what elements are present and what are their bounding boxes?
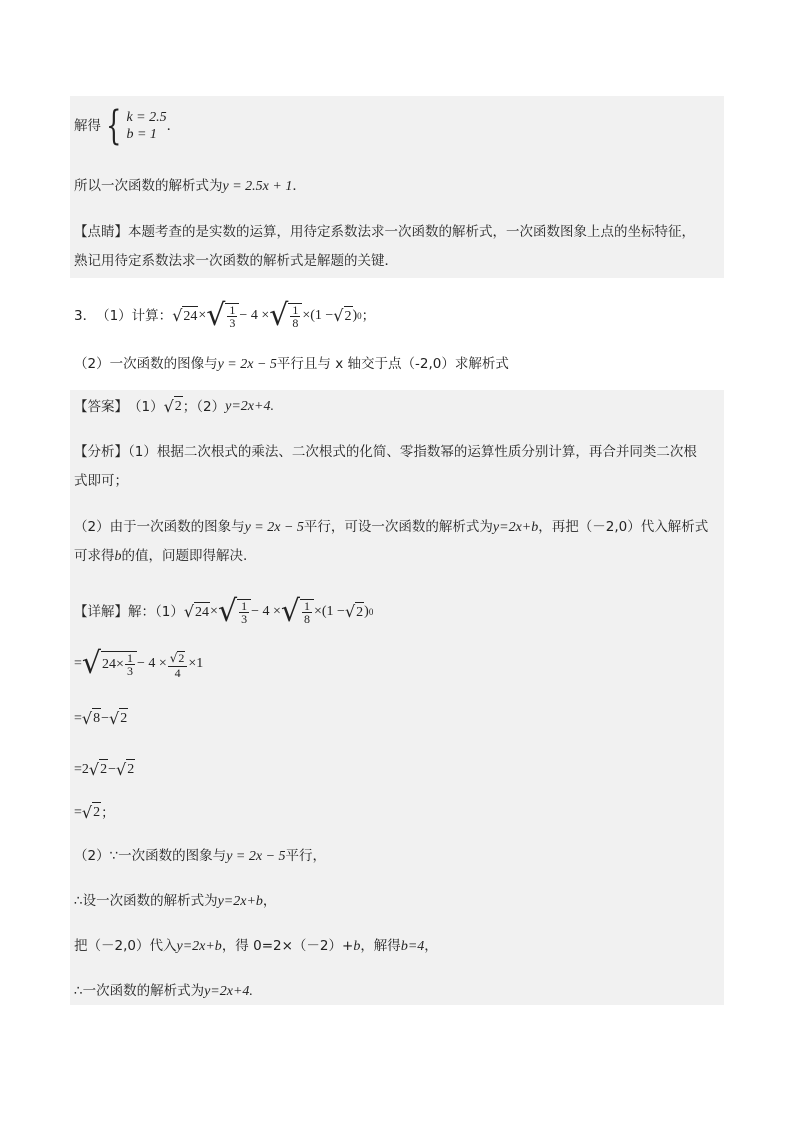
minus-four: − 4 × [239,308,270,323]
text: 平行，可设一次函数的解析式为 [303,519,493,535]
text: ，解得 [360,938,401,954]
result-line [74,176,306,197]
equals: = [74,761,82,777]
question-number: 3． [74,308,97,324]
text: ， [424,938,438,954]
note-line-2 [74,251,398,271]
sqrt-2: √ 2 [344,602,364,621]
paren-open: ×(1 − [302,308,334,323]
answer-line [74,396,274,417]
solution-line [74,104,180,148]
note-line-1 [74,222,695,242]
minus: − [101,710,110,726]
minus-four: − 4 × [136,656,167,671]
step-3 [74,759,135,780]
text: （2）由于一次函数的图象与 [74,519,245,535]
general-expr: y=2x+b [176,939,222,954]
line-expr: y = 2x − 5 [244,520,304,535]
text: （2）∵一次函数的图象与 [74,848,227,864]
sqrt-one-eighth: √ $\frac{1}{8}$ [269,301,302,331]
var-b: b [114,549,122,564]
text: （1）根据二次根式的乘法、二次根式的化简、零指数幂的运算性质分别计算，再合并同类二次根 [128,444,697,460]
text: ，再把（－2,0）代入解析式 [538,519,709,535]
times-one: ×1 [188,656,204,671]
step-1 [74,644,203,684]
sqrt-8: √ 8 [81,708,101,728]
text: ，得 0=2×（－2）+ [221,938,354,954]
note-tag: 【点睛】 [74,224,128,240]
exponent-zero: 0 [368,607,374,617]
general-expr: y=2x+b [492,520,539,535]
analysis-line-1 [74,442,697,462]
answer-tag: 【答案】 [74,398,128,415]
sqrt-2: √ 2 [116,759,135,779]
part2-line-4 [74,981,253,1002]
step-2 [74,708,128,729]
equation-system [101,103,167,149]
part2-line-3 [74,936,438,957]
sqrt-product: √ 24 × $\frac{1}{3}$ [82,649,137,679]
sqrt-2: √ 2 [333,306,352,325]
analysis-line-3 [74,517,708,538]
part2-line-2 [74,891,276,912]
shade-2 [70,390,724,1005]
note-text-2: 熟记用待定系数法求一次函数的解析式是解题的关键． [74,253,398,269]
text: ， [262,893,277,909]
sqrt-one-third: √ $\frac{1}{3}$ [218,597,251,627]
coefficient: 2 [81,761,89,777]
sqrt-24: √ 24 [183,602,210,621]
question-3-part1 [74,296,375,336]
equals: = [74,804,82,820]
detail-tag: 【详解】 [74,604,128,620]
paren-close: ) [352,308,358,323]
equals: = [74,710,82,726]
sqrt-one-third: √ $\frac{1}{3}$ [206,301,239,331]
semicolon: ； [361,308,376,324]
times: × [198,308,207,323]
text: 式即可； [74,473,128,489]
result-text: 所以一次函数的解析式为 [74,178,223,194]
paren-close: ) [364,604,369,619]
text: ∴设一次函数的解析式为 [74,893,218,909]
sqrt-2: √ 2 [81,802,101,822]
var-b: b [353,939,361,954]
semicolon: ； [101,804,115,821]
paren-open: ×(1 − [314,604,345,619]
k-equation: k = 2.5 [126,110,167,125]
exponent-zero: 0 [357,311,362,321]
line-expr: y = 2x − 5 [226,849,286,864]
fraction-sqrt2-over-4: √ 2 4 [168,650,188,679]
final-expr: y=2x+4. [204,984,253,999]
period: ． [292,178,306,194]
text: 的值，问题即得解决. [121,548,248,564]
analysis-line-2 [74,471,128,491]
solve-text: 解得 [74,118,101,134]
b-value: b=4 [400,939,425,954]
result-expr: y = 2.5x + 1 [222,179,293,194]
text: ∴一次函数的解析式为 [74,983,205,999]
general-expr: y=2x+b [217,894,263,909]
detail-line [74,592,373,632]
sqrt-24: √ 24 [172,306,198,325]
brace-icon: { [106,103,122,149]
text: 可求得 [74,548,115,564]
minus: − [108,761,117,777]
equals: = [74,656,82,671]
analysis-line-4 [74,546,247,567]
sqrt-2: √ 2 [88,759,108,779]
answer-expr: y=2x+4. [225,398,274,414]
text: 平行且与 x 轴交于点（-2,0）求解析式 [276,356,509,372]
text: 把（－2,0）代入 [74,938,177,954]
text: （2）一次函数的图像与 [74,356,218,372]
analysis-tag: 【分析】 [74,444,128,460]
text: ；（2） [182,398,226,415]
times: × [210,604,218,619]
period: ． [166,118,181,134]
note-text: 本题考查的是实数的运算，用待定系数法求一次函数的解析式，一次函数图象上点的坐标特征， [128,224,695,240]
step-4 [74,802,115,823]
text: （1） [128,398,164,415]
question-3-part2 [74,354,509,375]
minus-four: − 4 × [251,604,281,619]
line-expr: y = 2x − 5 [217,357,277,372]
sqrt-2: √ 2 [109,708,128,728]
sqrt-one-eighth: √ $\frac{1}{8}$ [281,597,314,627]
part2-line-1 [74,846,326,867]
part1-label: （1）计算： [96,308,173,324]
b-equation: b = 1 [126,127,157,142]
text: 解：（1） [128,604,184,620]
sqrt-2: √ 2 [163,396,182,416]
text: 平行， [285,848,327,864]
